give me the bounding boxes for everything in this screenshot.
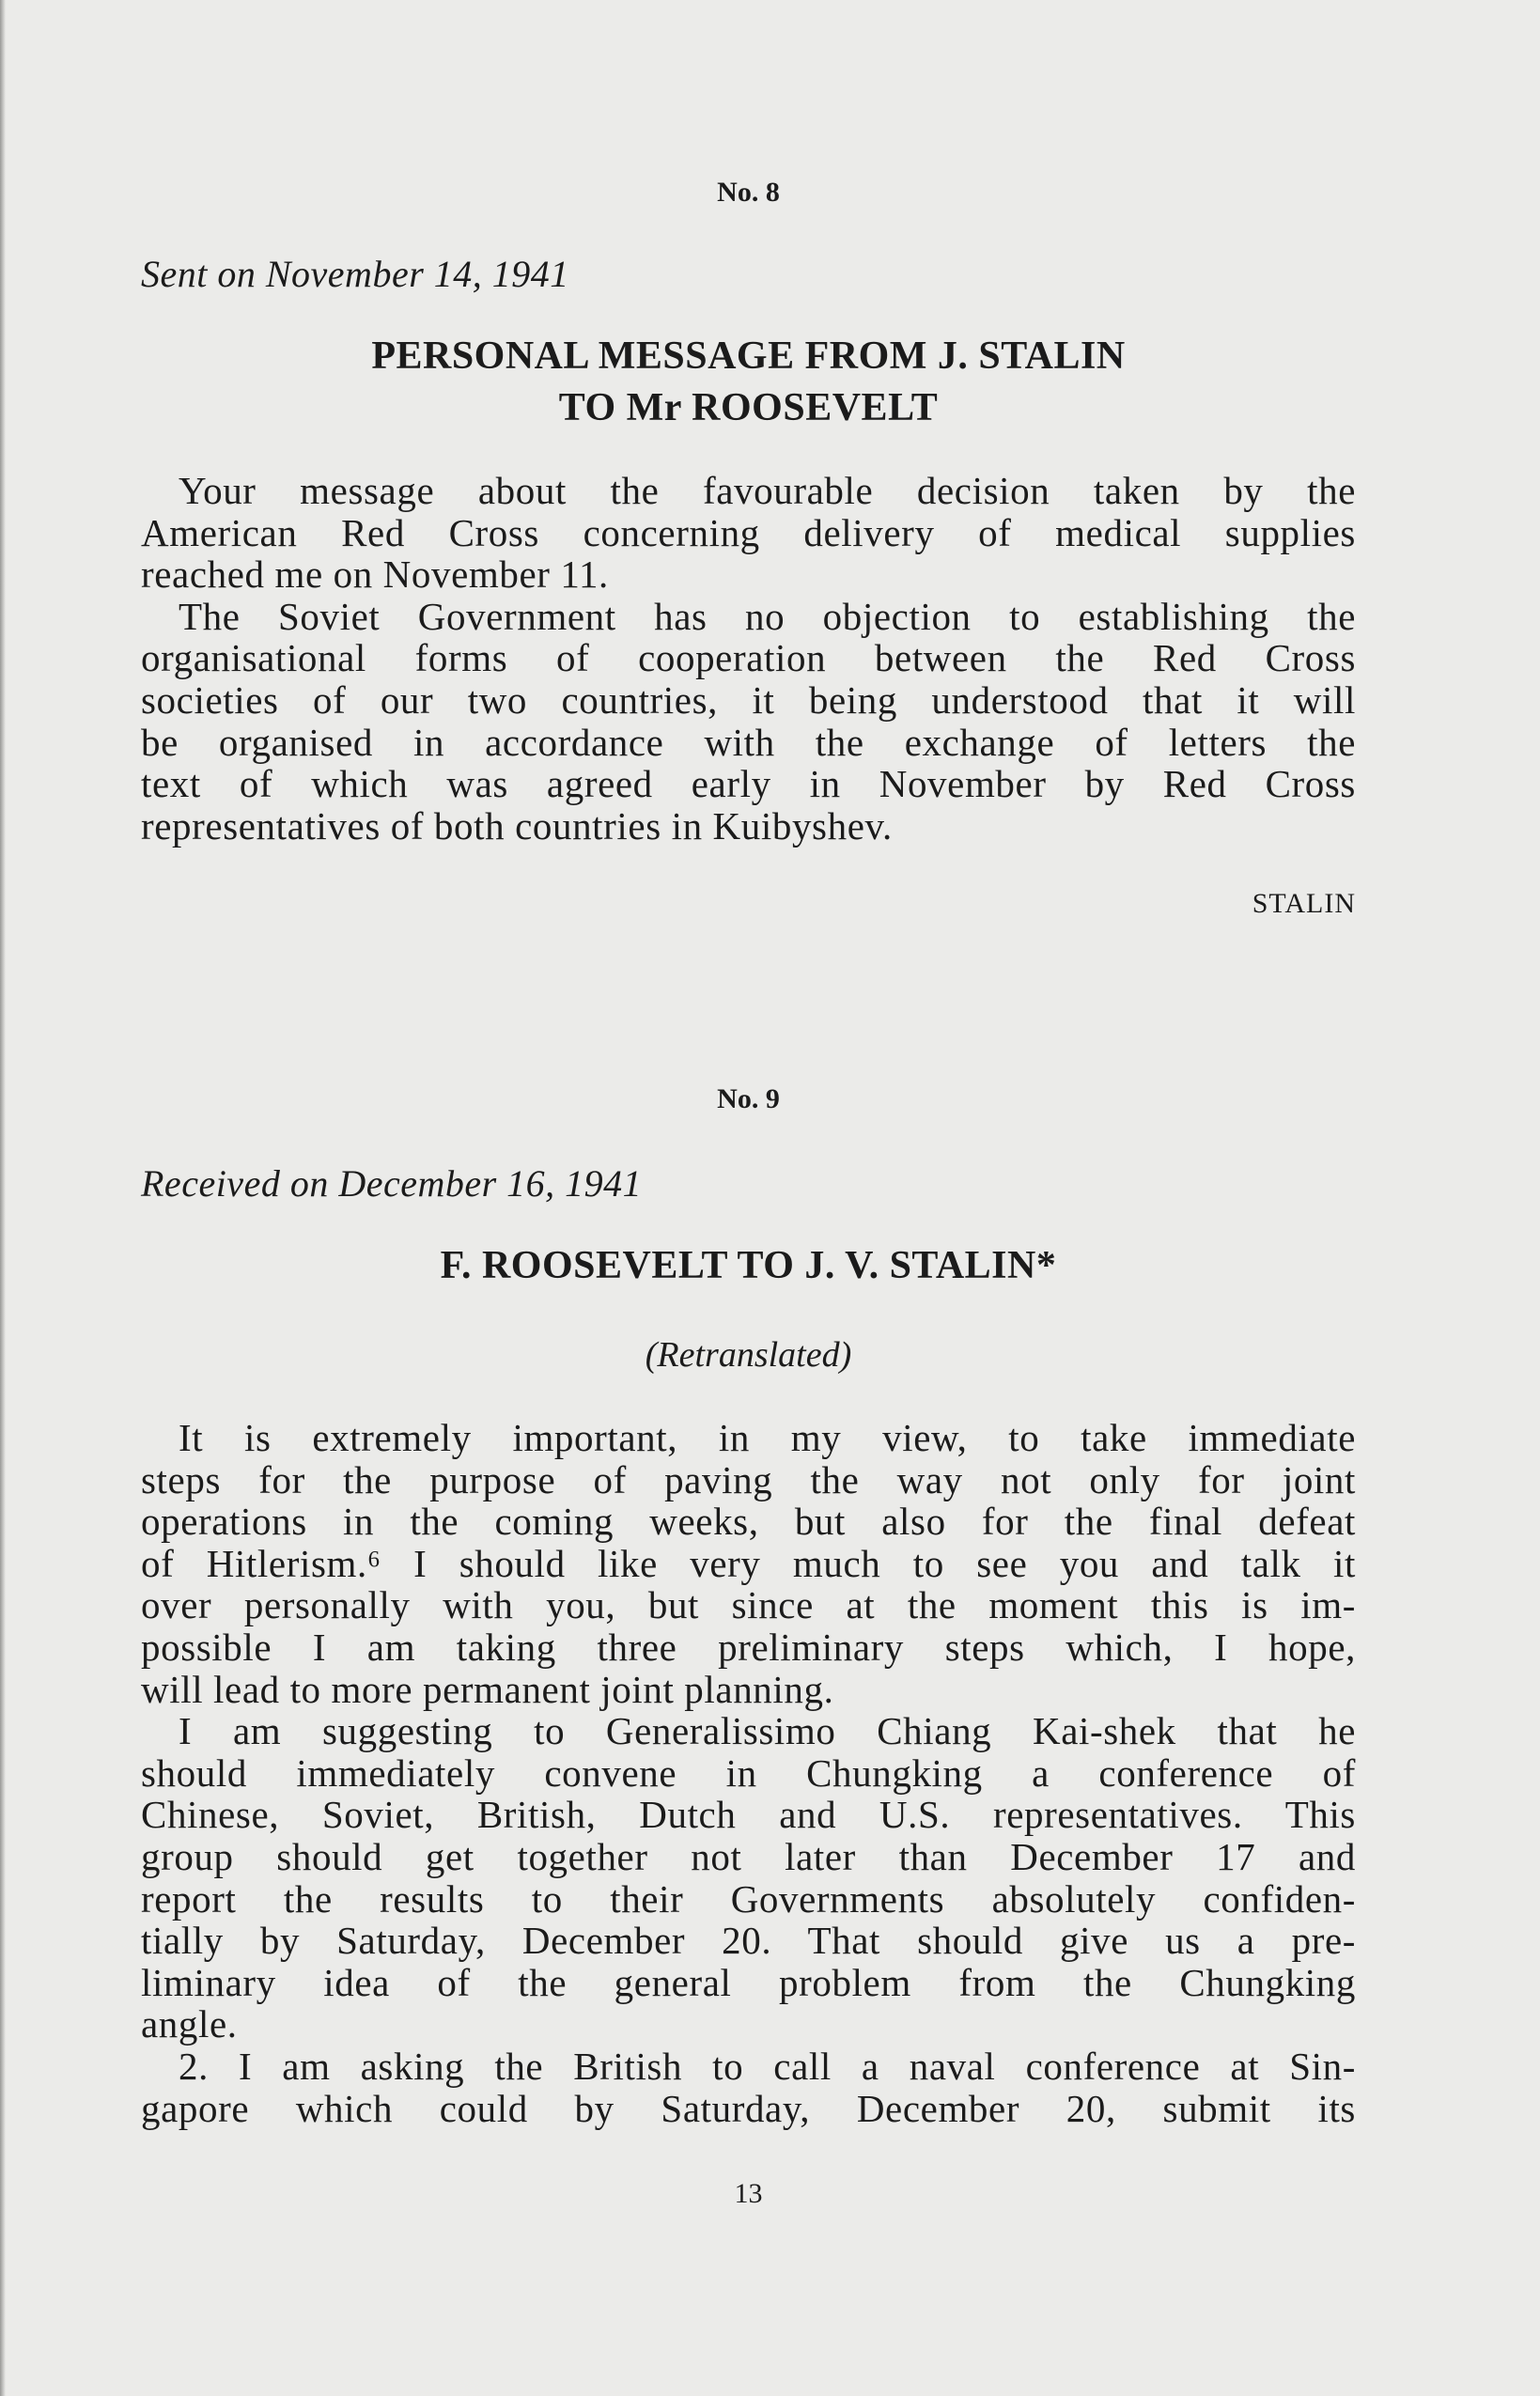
paragraph	[141, 1417, 1356, 1710]
text-line: representatives of both countries in Kuibyshev.	[141, 803, 893, 848]
text-line: liminary idea of the general problem from the Chungking	[141, 1960, 1356, 2004]
text-line: American Red Cross concerning delivery of medical supplies	[141, 510, 1356, 554]
text-line: steps for the purpose of paving the way not only for joint	[141, 1457, 1356, 1501]
message-title: F. ROOSEVELT TO J. V. STALIN*	[440, 1244, 1057, 1287]
message-number: No. 8	[717, 177, 780, 208]
message-date: Received on December 16, 1941	[141, 1162, 643, 1205]
text-line: 2. I am asking the British to call a naval conference at Sin-	[179, 2044, 1356, 2088]
message-title	[141, 331, 1356, 434]
text-line: group should get together not later than December 17 and	[141, 1834, 1356, 1878]
paragraph	[141, 1710, 1356, 2046]
text-line: I am suggesting to Generalissimo Chiang Kai-shek that he	[179, 1709, 1356, 1753]
text-line: angle.	[141, 2002, 238, 2046]
text-line: organisational forms of cooperation between the Red Cross	[141, 636, 1356, 680]
message-body	[141, 1417, 1356, 2129]
text-line: gapore which could by Saturday, December 20, submit its	[141, 2086, 1356, 2130]
paragraph	[141, 2046, 1356, 2129]
text-line: It is extremely important, in my view, to take immediate	[179, 1416, 1356, 1459]
text-line: be organised in accordance with the exchange of letters the	[141, 720, 1356, 764]
message-number: No. 9	[717, 1083, 780, 1114]
title-line: PERSONAL MESSAGE FROM J. STALIN	[371, 335, 1126, 378]
scan-edge-shadow	[0, 0, 6, 2396]
text-line: The Soviet Government has no objection to establishing the	[179, 594, 1356, 638]
text-line: reached me on November 11.	[141, 552, 609, 597]
text-line: over personally with you, but since at the moment this is im-	[141, 1583, 1356, 1627]
paragraph	[141, 470, 1356, 596]
paragraph	[141, 596, 1356, 848]
page-number: 13	[734, 2178, 763, 2209]
message-date: Sent on November 14, 1941	[141, 253, 569, 295]
text-line: of Hitlerism.⁶ I should like very much to see you and talk it	[141, 1541, 1356, 1585]
signature: STALIN	[1252, 888, 1356, 919]
message-body	[141, 470, 1356, 847]
message-subtitle: (Retranslated)	[645, 1335, 852, 1375]
text-line: should immediately convene in Chungking a conference of	[141, 1750, 1356, 1795]
text-line: text of which was agreed early in November by Red Cross	[141, 762, 1356, 806]
text-line: Your message about the favourable decision taken by the	[179, 469, 1356, 512]
text-line: operations in the coming weeks, but also for the final defeat	[141, 1500, 1356, 1544]
text-line: possible I am taking three preliminary steps which, I hope,	[141, 1625, 1356, 1669]
title-line: TO Mr ROOSEVELT	[558, 386, 939, 429]
text-line: will lead to more permanent joint planning.	[141, 1667, 834, 1711]
text-line: societies of our two countries, it being understood that it will	[141, 677, 1356, 722]
text-line: Chinese, Soviet, British, Dutch and U.S. representatives. This	[141, 1793, 1356, 1837]
text-line: report the results to their Governments absolutely confiden-	[141, 1876, 1356, 1921]
text-line: tially by Saturday, December 20. That should give us a pre-	[141, 1919, 1356, 1963]
